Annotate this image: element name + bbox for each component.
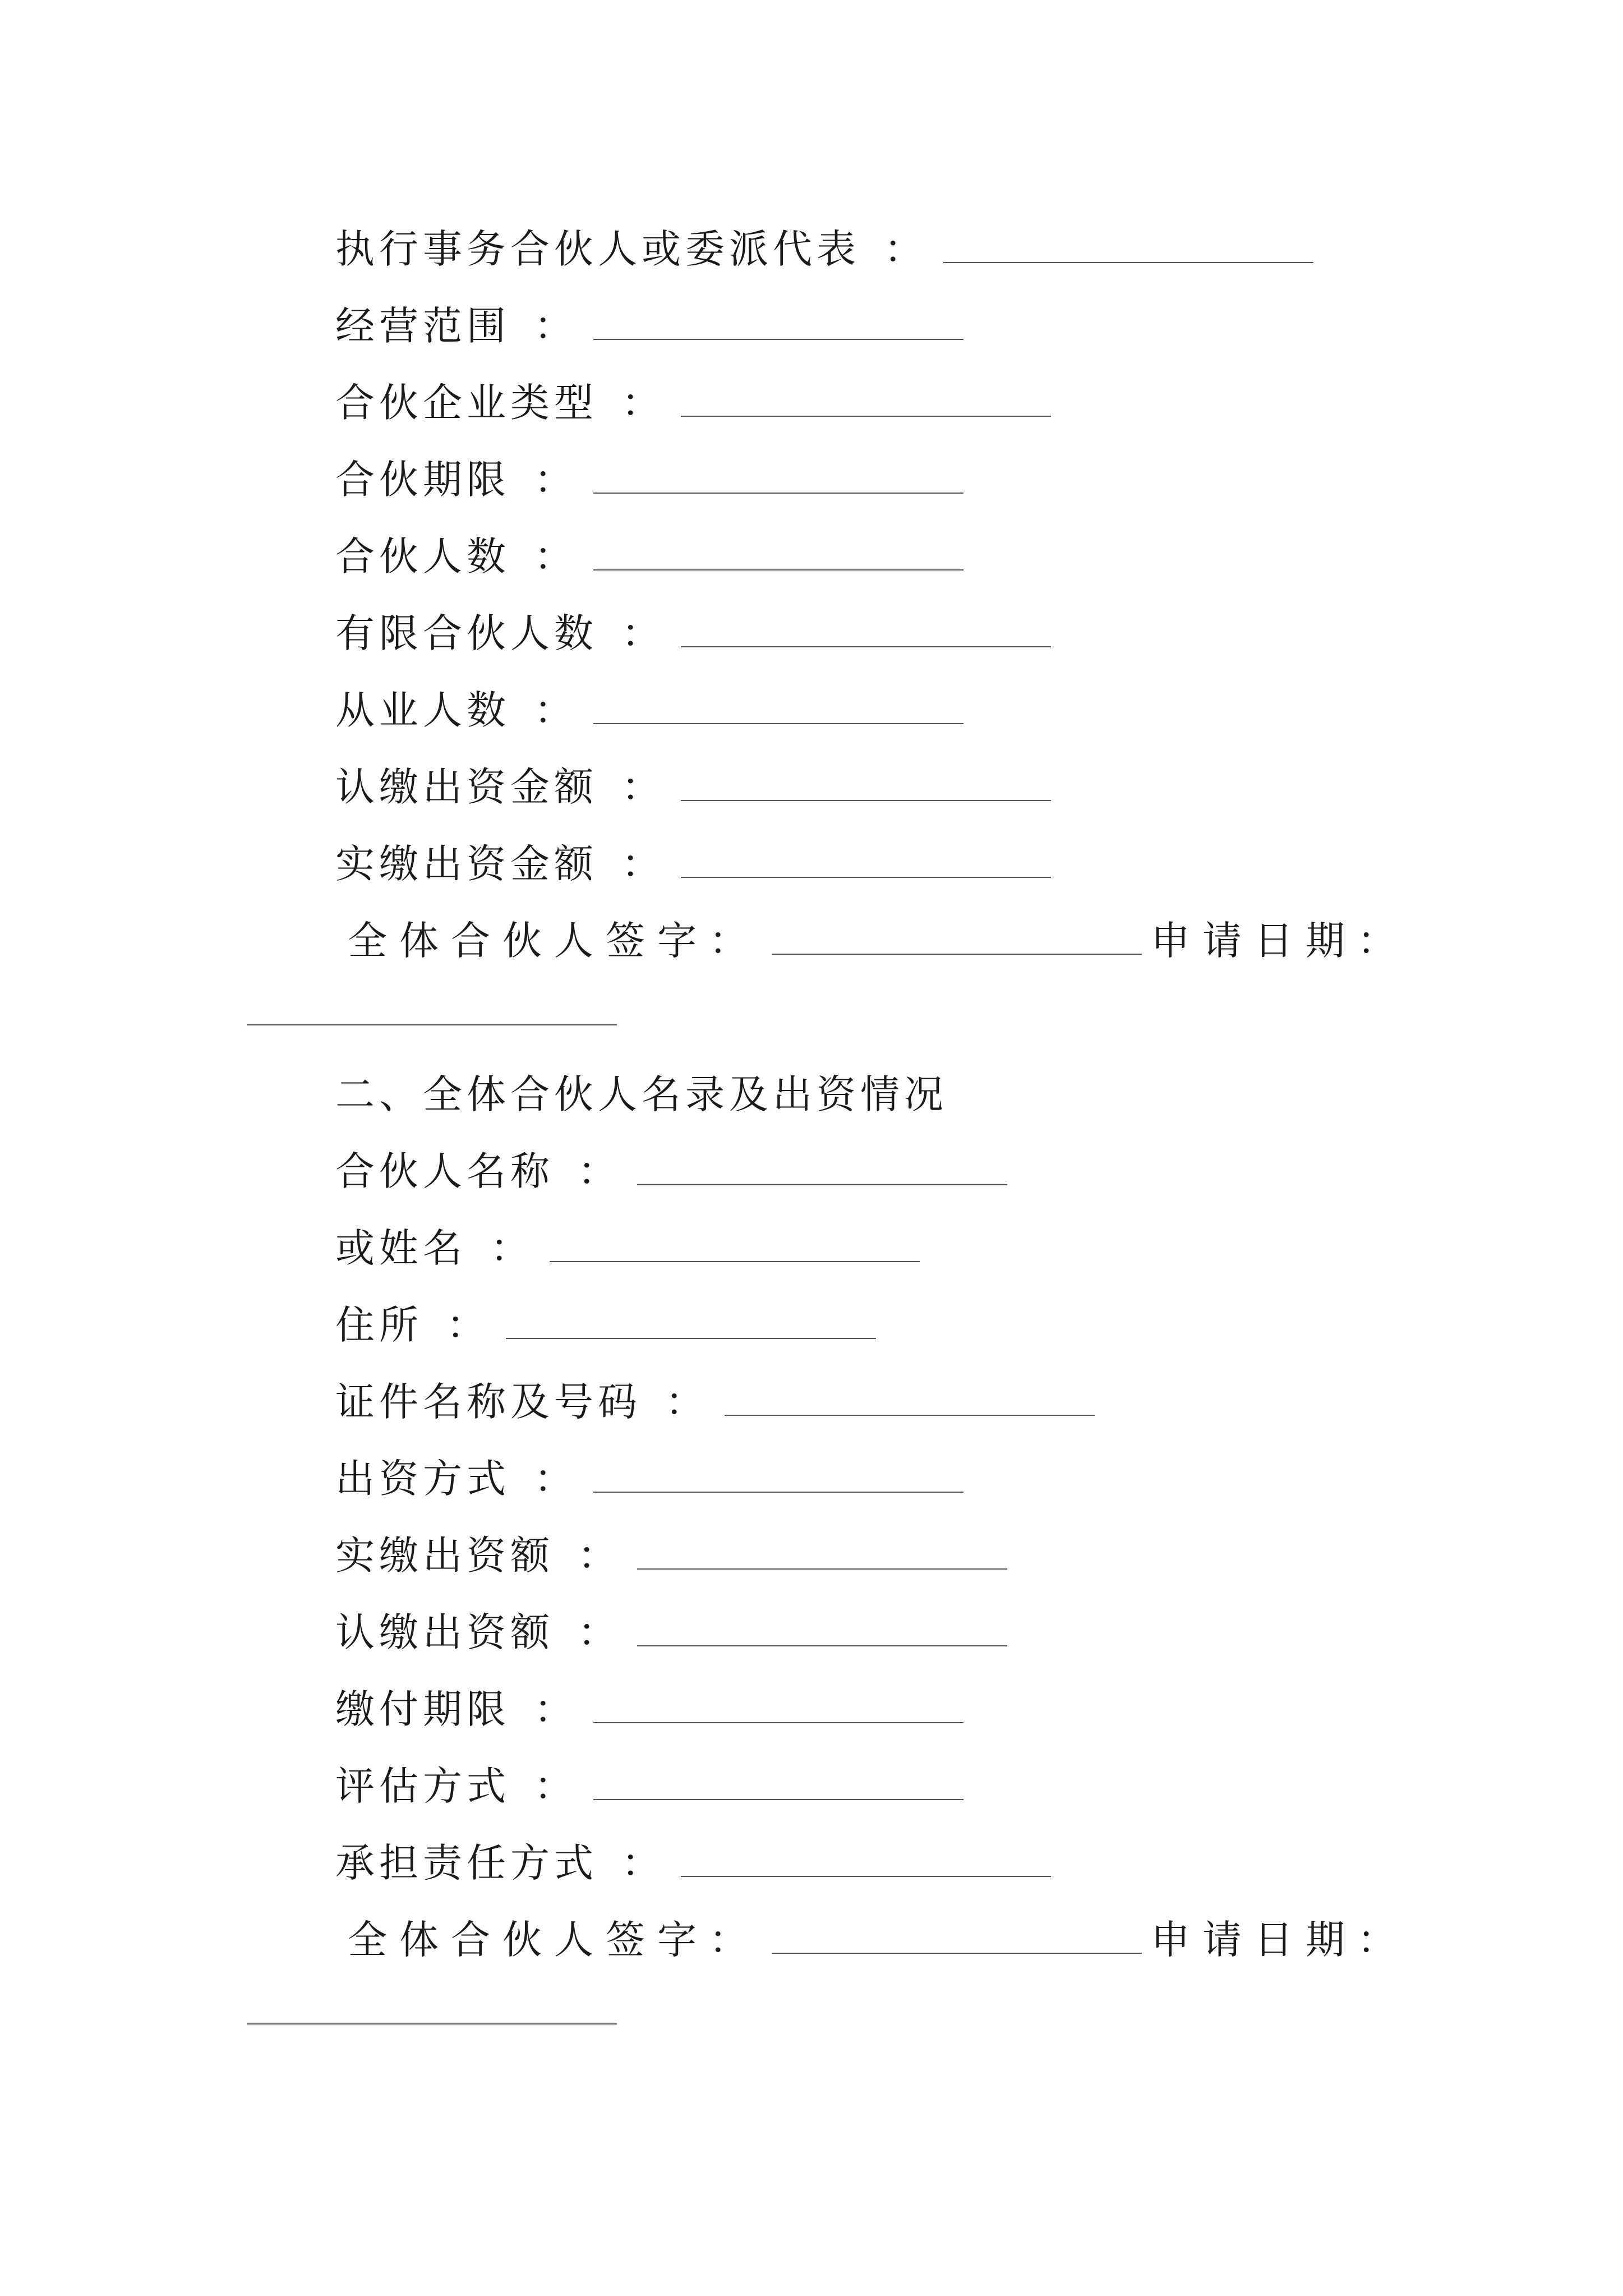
field-partnership-type — [335, 360, 1051, 439]
field-label: 出资方式 — [335, 1455, 510, 1502]
fill-in-blank[interactable] — [681, 800, 1051, 801]
field-colon: ： — [665, 1378, 709, 1425]
field-label: 合伙期限 — [335, 456, 510, 503]
signature-row-2 — [348, 1897, 1409, 1976]
field-colon: ： — [578, 1148, 621, 1194]
signature-blank[interactable] — [772, 954, 1142, 955]
fill-in-blank[interactable] — [725, 1415, 1095, 1416]
field-label: 实缴出资额 — [335, 1532, 554, 1579]
field-label: 或姓名 — [335, 1225, 467, 1271]
fill-in-blank[interactable] — [943, 262, 1313, 263]
field-label: 合伙人名称 — [335, 1148, 554, 1194]
field-colon: ： — [534, 1455, 578, 1502]
field-subscribed-amount — [335, 1590, 1007, 1668]
field-colon: ： — [534, 456, 578, 503]
field-colon: ： — [621, 1839, 665, 1886]
field-colon: ： — [884, 226, 928, 272]
field-limited-partner-count — [335, 591, 1051, 669]
field-label: 认缴出资金额 — [335, 763, 598, 810]
fill-in-blank[interactable] — [637, 1645, 1007, 1646]
field-colon: ： — [534, 302, 578, 349]
fill-in-blank[interactable] — [506, 1338, 876, 1339]
fill-in-blank[interactable] — [550, 1261, 920, 1262]
field-label: 认缴出资额 — [335, 1609, 554, 1655]
field-employee-count — [335, 668, 963, 746]
field-contribution-method — [335, 1436, 963, 1515]
field-colon: ： — [534, 533, 578, 579]
field-liability-method — [335, 1820, 1051, 1899]
field-colon: ： — [621, 840, 665, 887]
fill-in-blank[interactable] — [593, 1492, 963, 1493]
field-label: 经营范围 — [335, 302, 510, 349]
field-or-name — [335, 1205, 920, 1284]
signature-row-1 — [348, 898, 1409, 977]
fill-in-blank[interactable] — [593, 339, 963, 340]
field-partnership-term — [335, 437, 963, 516]
field-label: 缴付期限 — [335, 1686, 510, 1732]
fill-in-blank[interactable] — [593, 1722, 963, 1723]
field-label: 有限合伙人数 — [335, 610, 598, 656]
fill-in-blank[interactable] — [593, 569, 963, 570]
field-valuation-method — [335, 1743, 963, 1822]
fill-in-blank[interactable] — [593, 1799, 963, 1800]
field-colon: ： — [578, 1532, 621, 1579]
field-payment-term — [335, 1667, 963, 1745]
signature-label: 全体合伙人签字： — [348, 1916, 760, 1963]
fill-in-blank[interactable] — [593, 493, 963, 494]
field-label: 住所 — [335, 1301, 423, 1348]
date-blank[interactable] — [247, 1024, 617, 1025]
field-label: 合伙人数 — [335, 533, 510, 579]
field-paid-amount — [335, 1513, 1007, 1591]
field-address — [335, 1282, 876, 1361]
signature-blank[interactable] — [772, 1953, 1142, 1954]
field-partner-count — [335, 514, 963, 592]
fill-in-blank[interactable] — [637, 1184, 1007, 1185]
fill-in-blank[interactable] — [681, 877, 1051, 878]
field-colon: ： — [621, 610, 665, 656]
date-label: 申请日期： — [1151, 1916, 1409, 1963]
field-label: 证件名称及号码 — [335, 1378, 642, 1425]
field-business-scope — [335, 283, 963, 362]
fill-in-blank[interactable] — [681, 416, 1051, 417]
field-colon: ： — [578, 1609, 621, 1655]
field-colon: ： — [490, 1225, 534, 1271]
field-colon: ： — [621, 379, 665, 426]
field-colon: ： — [446, 1301, 490, 1348]
signature-label: 全体合伙人签字： — [348, 917, 760, 964]
date-blank[interactable] — [247, 2023, 617, 2024]
field-paid-capital — [335, 821, 1051, 900]
field-id-document — [335, 1359, 1095, 1438]
field-label: 执行事务合伙人或委派代表 — [335, 226, 860, 272]
fill-in-blank[interactable] — [681, 646, 1051, 647]
date-label: 申请日期： — [1151, 917, 1409, 964]
field-label: 从业人数 — [335, 687, 510, 733]
field-label: 实缴出资金额 — [335, 840, 598, 887]
field-label: 合伙企业类型 — [335, 379, 598, 426]
field-colon: ： — [534, 687, 578, 733]
field-colon: ： — [534, 1686, 578, 1732]
fill-in-blank[interactable] — [681, 1876, 1051, 1877]
field-subscribed-capital — [335, 744, 1051, 823]
section-heading: 二、全体合伙人名录及出资情况 — [335, 1071, 948, 1117]
field-colon: ： — [621, 763, 665, 810]
field-label: 评估方式 — [335, 1763, 510, 1809]
fill-in-blank[interactable] — [593, 723, 963, 724]
field-label: 承担责任方式 — [335, 1839, 598, 1886]
fill-in-blank[interactable] — [637, 1568, 1007, 1570]
field-partner-name — [335, 1129, 1007, 1207]
field-executive-partner — [335, 206, 1313, 285]
field-colon: ： — [534, 1763, 578, 1809]
